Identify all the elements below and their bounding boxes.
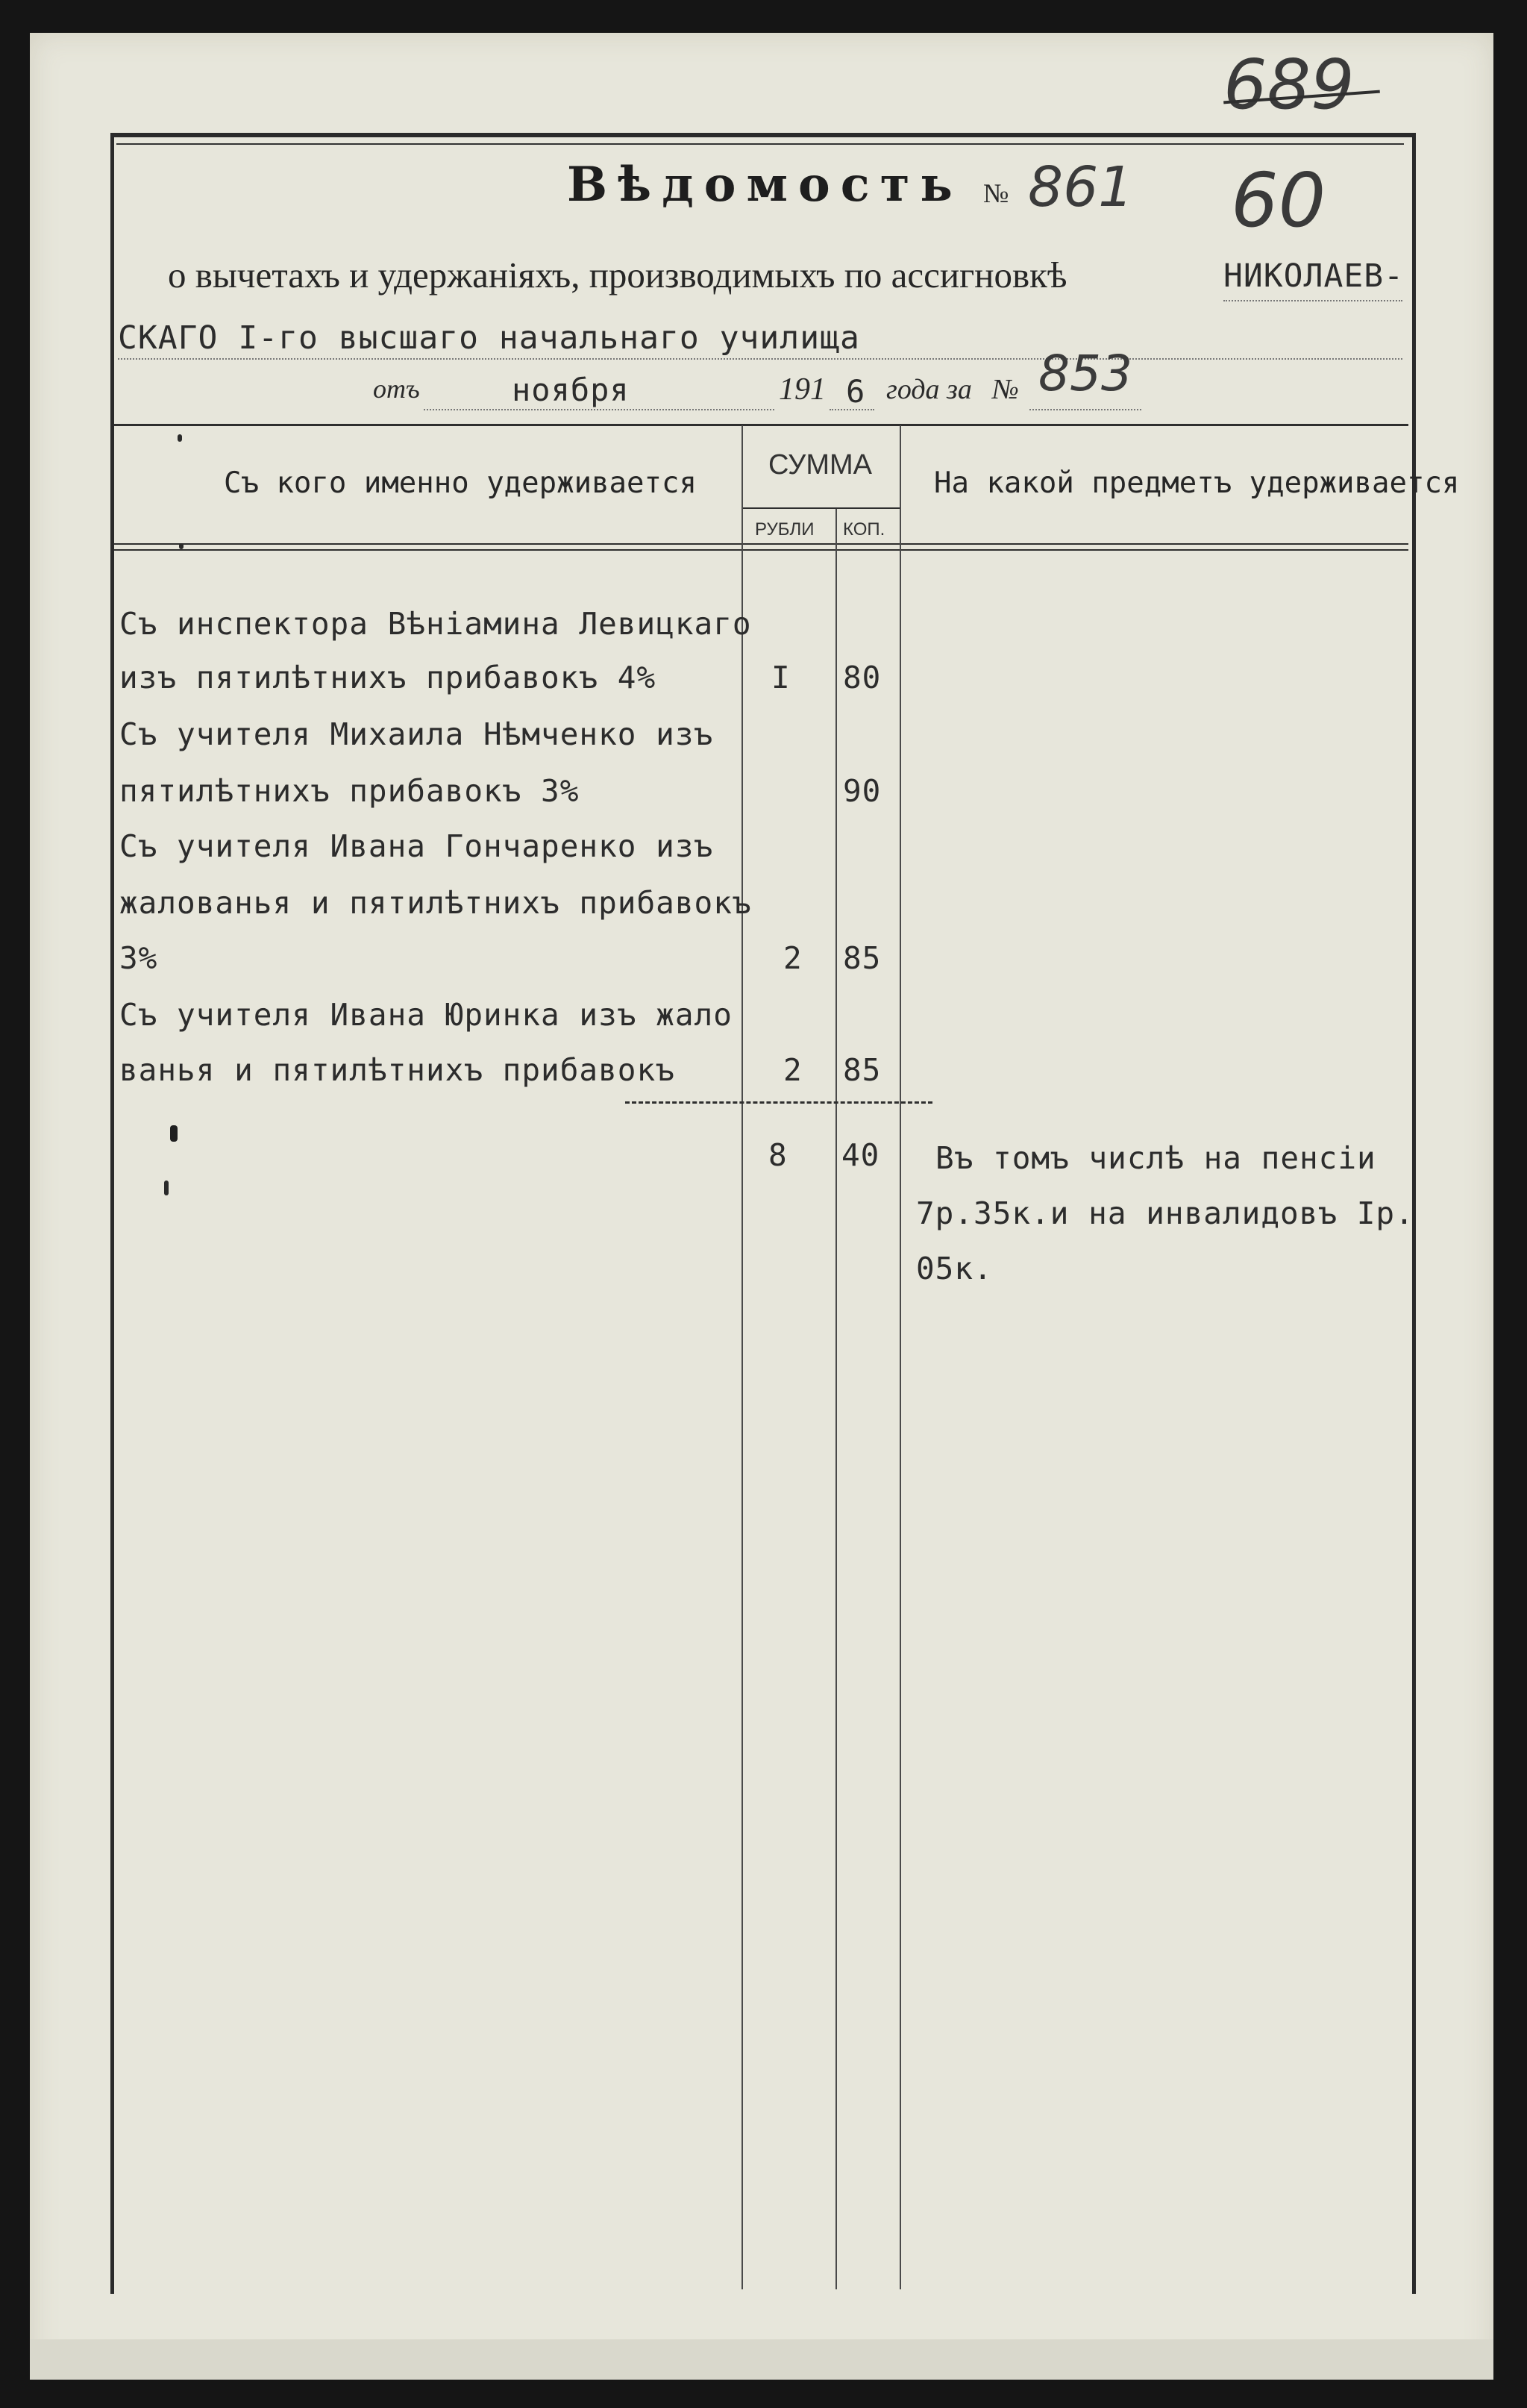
total-kopecks: 40 bbox=[841, 1137, 880, 1173]
subtitle-fill-1: НИКОЛАЕВ- bbox=[1223, 257, 1404, 295]
title-number: 861 bbox=[1028, 155, 1134, 219]
note-line: Въ томъ числѣ на пенсіи bbox=[935, 1140, 1376, 1176]
margin-mark bbox=[178, 434, 182, 442]
date-month: ноября bbox=[512, 372, 630, 408]
dotted-rule bbox=[1223, 300, 1402, 301]
row-line: ванья и пятилѣтнихъ прибавокъ bbox=[119, 1052, 675, 1088]
corner-number: 60 bbox=[1231, 157, 1326, 244]
page-bottom-edge bbox=[30, 2339, 1493, 2380]
date-num-prefix: № bbox=[992, 374, 1019, 405]
note-line: 05к. bbox=[916, 1251, 993, 1286]
row-line: Съ учителя Ивана Юринка изъ жало bbox=[119, 997, 733, 1033]
row-rubles: 2 bbox=[783, 1052, 803, 1088]
table-top-rule bbox=[114, 424, 1408, 426]
sum-subheader-rule bbox=[742, 507, 900, 509]
table-header-rule bbox=[114, 543, 1408, 545]
row-line: Съ учителя Ивана Гончаренко изъ bbox=[119, 828, 714, 864]
row-line: изъ пятилѣтнихъ прибавокъ 4% bbox=[119, 660, 656, 695]
subtitle-line-1: о вычетахъ и удержаніяхъ, производимыхъ по ассигновкѣ bbox=[168, 254, 1067, 295]
row-kopecks: 90 bbox=[843, 773, 882, 809]
date-ot: отъ bbox=[373, 374, 420, 404]
row-kopecks: 85 bbox=[843, 1052, 882, 1088]
column-divider bbox=[835, 509, 837, 2289]
row-line: жалованья и пятилѣтнихъ прибавокъ bbox=[119, 885, 752, 921]
row-kopecks: 85 bbox=[843, 940, 882, 976]
row-line: 3% bbox=[119, 940, 158, 976]
total-rubles: 8 bbox=[768, 1137, 788, 1173]
dotted-rule bbox=[424, 409, 774, 410]
date-year-suffix: 6 bbox=[846, 373, 866, 410]
row-rubles: I bbox=[771, 660, 791, 695]
margin-mark bbox=[164, 1180, 169, 1195]
note-line: 7р.35к.и на инвалидовъ Iр. bbox=[916, 1195, 1414, 1231]
margin-mark bbox=[170, 1125, 178, 1142]
column-divider bbox=[900, 425, 901, 2289]
date-year-prefix: 191 bbox=[779, 372, 826, 407]
total-dashed-rule bbox=[625, 1101, 932, 1104]
row-rubles: 2 bbox=[783, 940, 803, 976]
title-number-prefix: № bbox=[983, 178, 1009, 208]
date-goda-za: года за bbox=[886, 374, 972, 405]
corner-number-crossed: 689 bbox=[1223, 45, 1355, 125]
dotted-rule bbox=[118, 358, 1402, 360]
date-num: 853 bbox=[1038, 345, 1132, 402]
document-title: Вѣдомость bbox=[567, 157, 963, 213]
column-header-kop: КОП. bbox=[843, 519, 885, 540]
column-divider bbox=[741, 425, 743, 2289]
column-header-rub: РУБЛИ bbox=[755, 519, 815, 540]
row-line: Съ инспектора Вѣніамина Левицкаго bbox=[119, 606, 752, 642]
margin-mark bbox=[179, 543, 184, 549]
row-kopecks: 80 bbox=[843, 660, 882, 695]
subtitle-line-2: СКАГО I-го высшаго начальнаго училища bbox=[118, 319, 860, 357]
column-header-subject: На какой предметъ удерживается bbox=[934, 466, 1460, 500]
column-header-sum: СУММА bbox=[768, 449, 872, 481]
row-line: Съ учителя Михаила Нѣмченко изъ bbox=[119, 716, 714, 752]
dotted-rule bbox=[830, 409, 874, 410]
column-header-who: Съ кого именно удерживается bbox=[224, 466, 697, 500]
table-header-rule bbox=[114, 549, 1408, 551]
row-line: пятилѣтнихъ прибавокъ 3% bbox=[119, 773, 580, 809]
frame-inner-border bbox=[116, 143, 1404, 145]
dotted-rule bbox=[1029, 409, 1141, 410]
